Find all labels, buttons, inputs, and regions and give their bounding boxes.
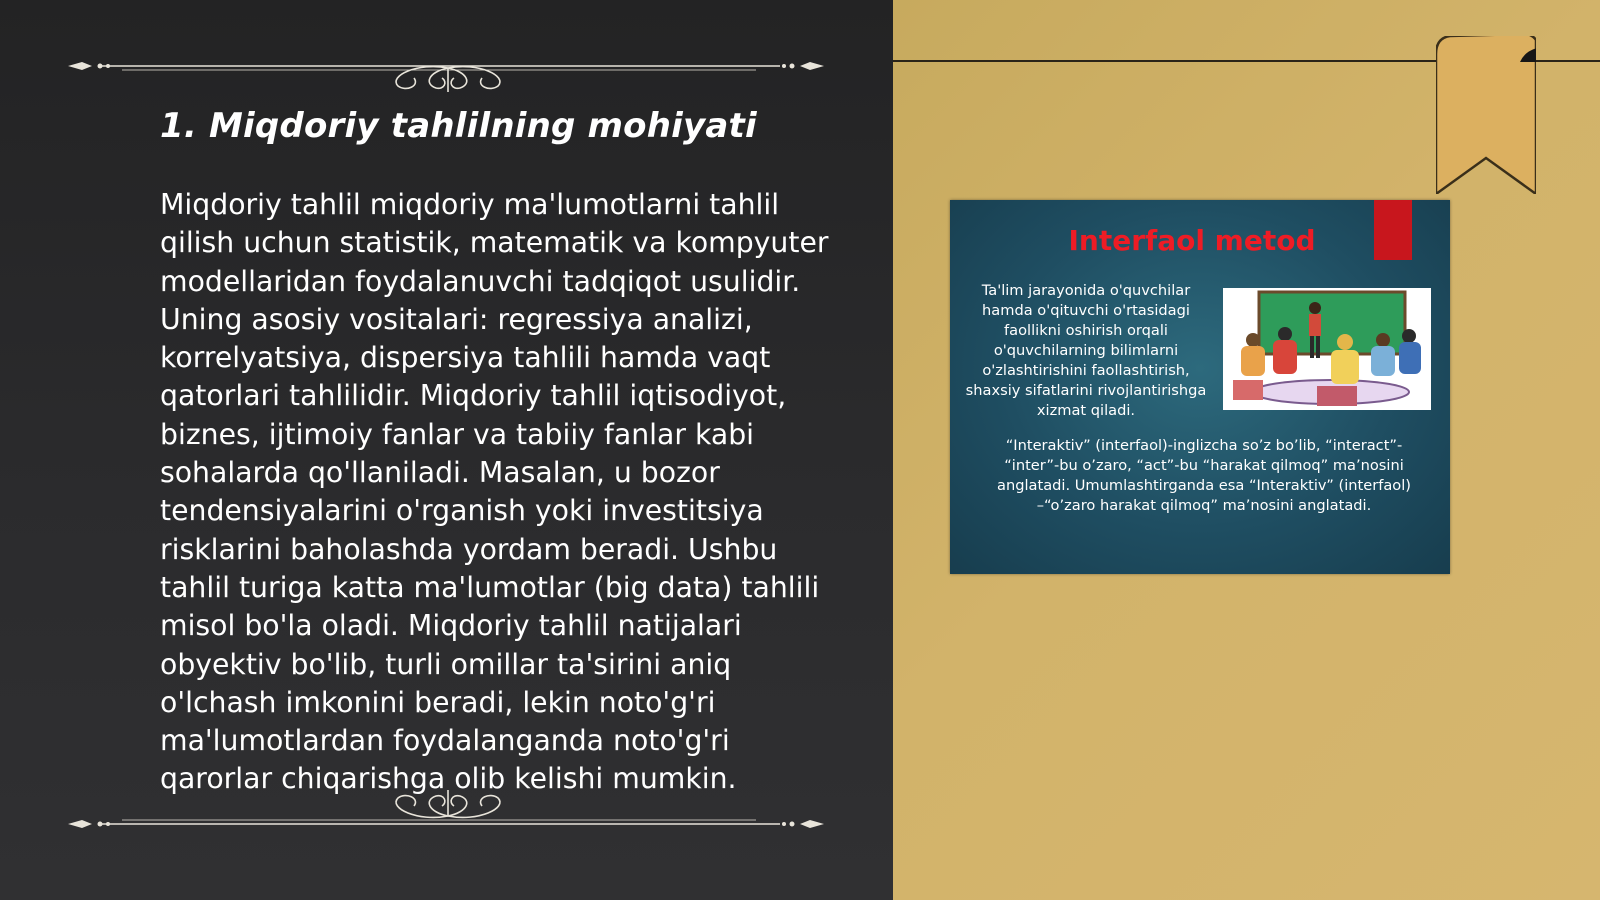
slide-title: 1. Miqdoriy tahlilning mohiyati (160, 106, 757, 146)
bottom-ornament-divider (68, 786, 824, 836)
top-ornament-divider (68, 42, 824, 92)
thumbnail-note: “Interaktiv” (interfaol)-inglizcha so’z bo’lib, “interact”- “inter”-bu o’zaro, “act”-bu “harakat qilmoq” ma’nosini anglatadi. Umumlashtirganda esa “Interaktiv” (interfaol) –“o’zaro harakat qilmoq” ma’nosini anglatadi. (997, 437, 1411, 514)
thumbnail-description: Ta'lim jarayonida o'quvchilar hamda o'qituvchi o'rtasidagi faollikni oshirish orqali o'quvchilarning bilimlarni o'zlashtirishini faollashtirish, shaxsiy sifatlarini rivojlantirishga xizmat qiladi. (965, 282, 1207, 419)
embedded-slide-thumbnail (950, 200, 1450, 574)
slide-body-text: Miqdoriy tahlil miqdoriy ma'lumotlarni tahlil qilish uchun statistik, matematik va kompyuter modellaridan foydalanuvchi tadqiqot usulidir. Uning asosiy vositalari: regressiya analizi, korrelyatsiya, dispersiya tahlili hamda vaqt qatorlari tahlilidir. Miqdoriy tahlil iqtisodiyot, biznes, ijtimoiy fanlar va tabiiy fanlar kabi sohalarda qo'llaniladi. Masalan, u bozor tendensiyalarini o'rganish yoki investitsiya risklarini baholashda yordam beradi. Ushbu tahlil turiga katta ma'lumotlar (big data) tahlili misol bo'la oladi. Miqdoriy tahlil natijalari obyektiv bo'lib, turli omillar ta'sirini aniq o'lchash imkonini beradi, lekin noto'g'ri ma'lumotlardan foydalanganda noto'g'ri qarorlar chiqarishga olib kelishi mumkin. (160, 188, 829, 796)
thumbnail-title: Interfaol metod (1068, 224, 1316, 257)
classroom-illustration-icon (1223, 288, 1431, 410)
bookmark-ribbon (1436, 36, 1536, 194)
